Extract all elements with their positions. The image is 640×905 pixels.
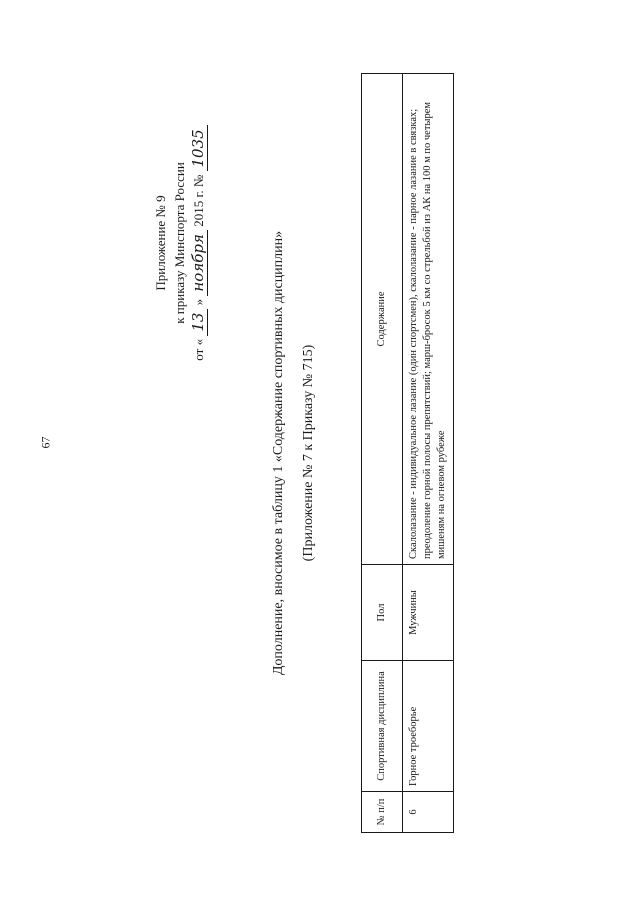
cell-number: 6 (403, 791, 454, 832)
year-text: 2015 г. № (191, 174, 206, 227)
cell-discipline: Горное троеборье (403, 660, 454, 791)
document-sheet (151, 53, 543, 853)
appendix-header (151, 93, 208, 393)
order-date (189, 93, 208, 393)
header-number: № п/п (362, 791, 403, 832)
table-row (403, 73, 454, 832)
page-number: 67 (38, 436, 53, 449)
handwritten-day: 13 (189, 308, 208, 335)
disciplines-table (361, 73, 454, 833)
order-label: к приказу Минспорта России (172, 161, 187, 324)
handwritten-month: ноября (189, 230, 208, 296)
date-mid: » (191, 298, 206, 305)
header-content: Содержание (362, 73, 403, 564)
appendix-label: Приложение № 9 (153, 194, 168, 291)
header-discipline: Спортивная дисциплина (362, 660, 403, 791)
date-prefix: от « (191, 338, 206, 361)
cell-sex: Мужчины (403, 564, 454, 660)
header-sex: Пол (362, 564, 403, 660)
table-header-row (362, 73, 403, 832)
cell-content: Скалолазание - индивидуальное лазание (один спортсмен), скалолазание - парное лазание в связках; преодоление горной полосы препятствий; марш-бросок 5 км со стрельбой из АК на 100 м по четырем мишеням на огневом рубеже (403, 73, 454, 564)
document-title: Дополнение, вносимое в таблицу 1 «Содержание спортивных дисциплин» (271, 230, 286, 675)
document-subtitle: (Приложение № 7 к Приказу № 715) (301, 344, 316, 561)
handwritten-order-number: 1035 (189, 125, 208, 171)
